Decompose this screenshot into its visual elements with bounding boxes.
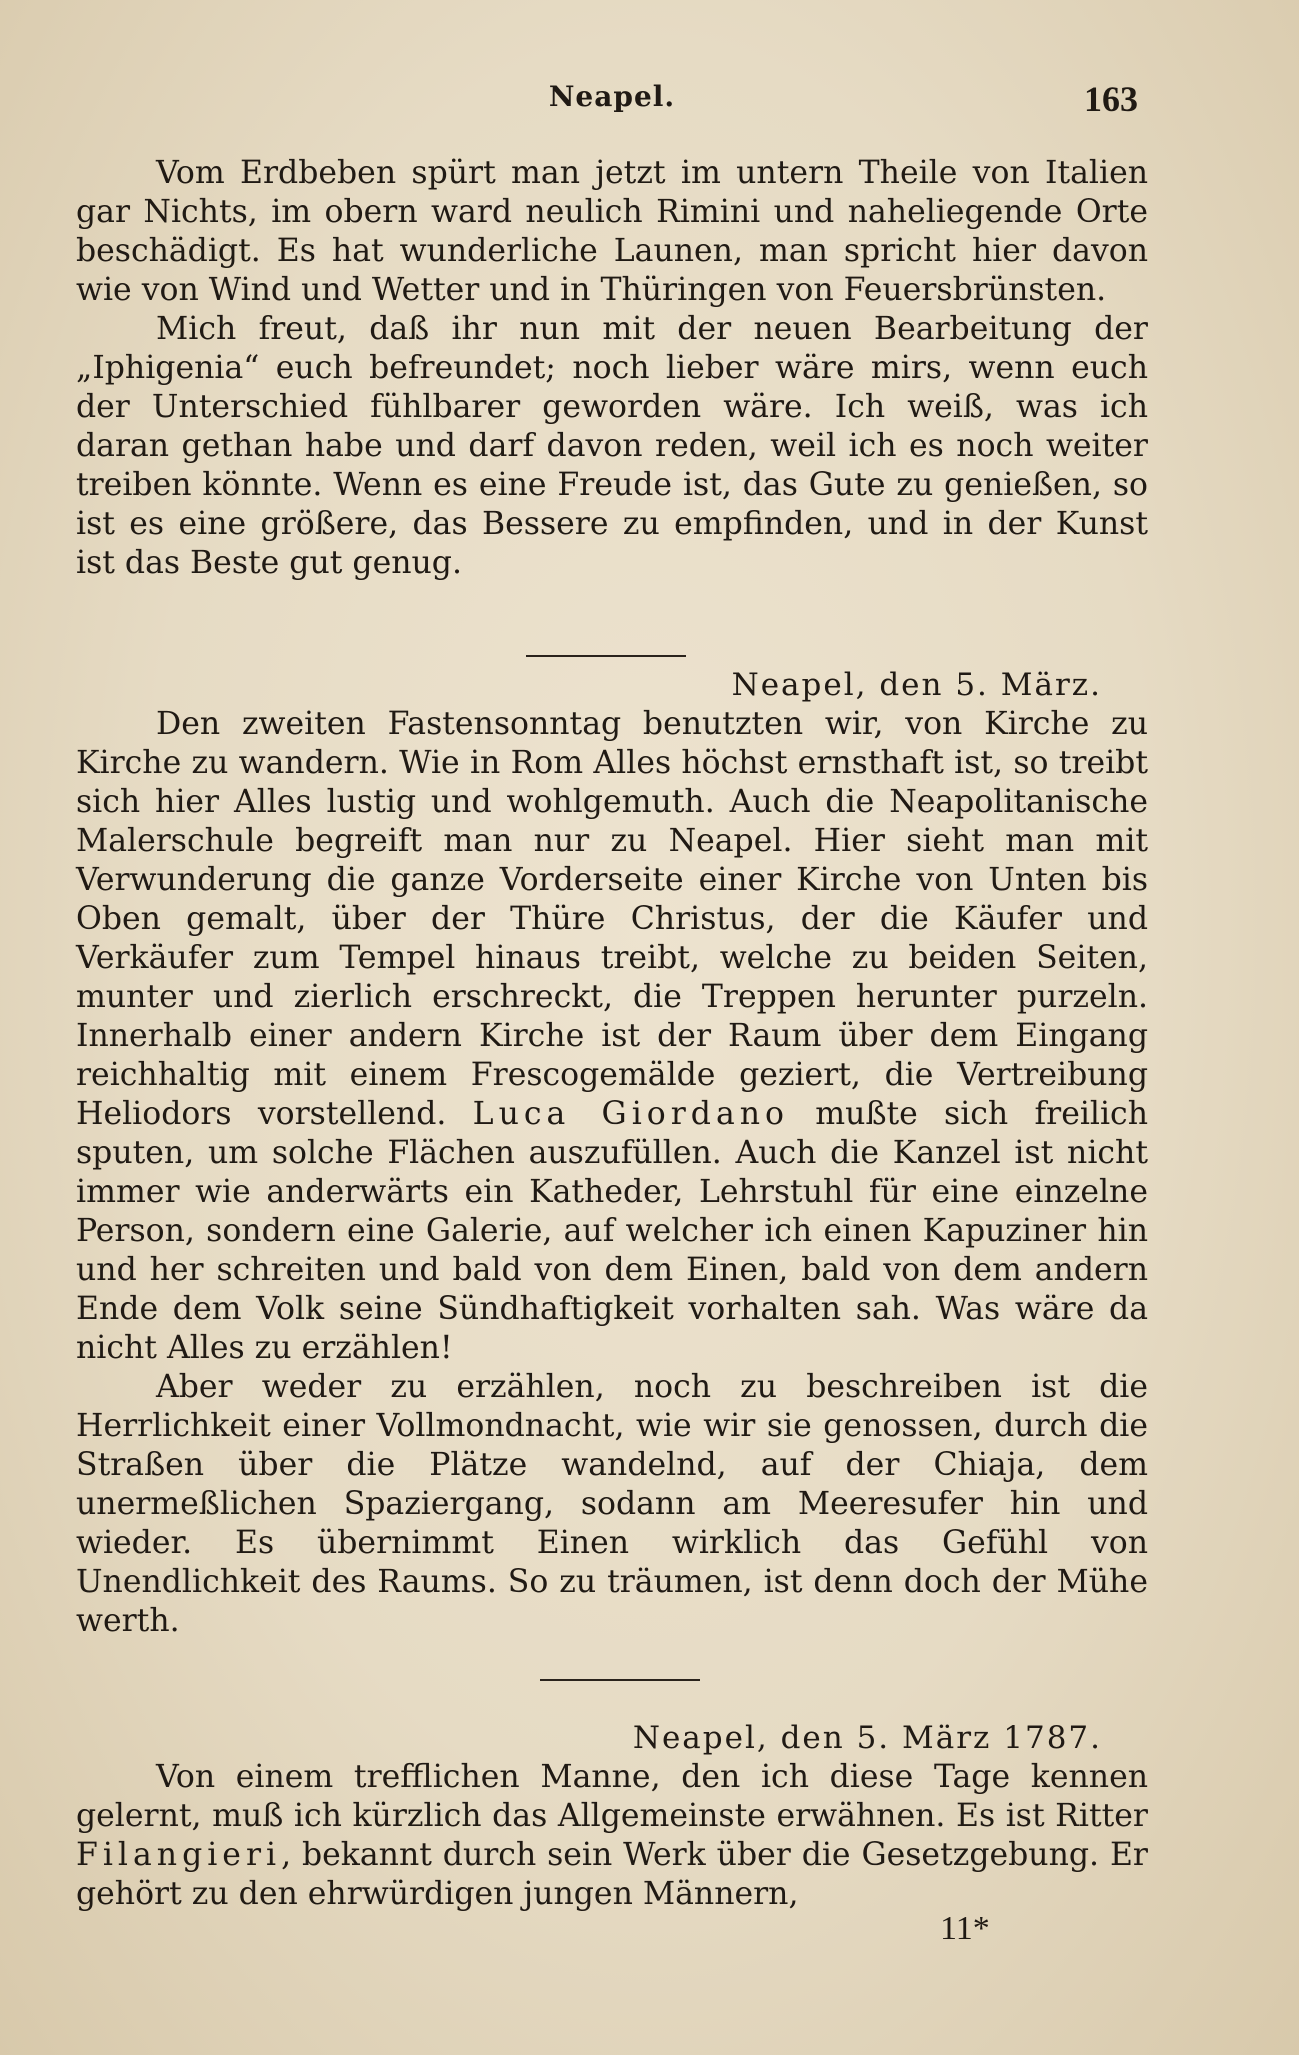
running-head <box>76 80 1148 120</box>
painter-name: Luca Giordano <box>472 1096 790 1132</box>
section-march-5-1787 <box>76 1679 1148 1914</box>
section-march-5 <box>76 655 1148 1641</box>
paragraph-filangieri <box>76 1758 1148 1914</box>
section-divider <box>526 655 686 657</box>
paragraph-churches <box>76 705 1148 1368</box>
paragraph-filangieri-text-b: , bekannt durch sein Werk über die Gesetzgebung. Er gehört zu den ehrwürdigen jungen Männern, <box>76 1837 1148 1912</box>
paragraph-moonlight: Aber weder zu erzählen, noch zu beschreiben ist die Herrlichkeit einer Vollmondnacht, wie wir sie genossen, durch die Straßen über die Plätze wandelnd, auf der Chiaja, dem unermeßlichen Spaziergang, sodann am Meeresufer hin und wieder. Es übernimmt Einen wirklich das Gefühl von Unendlichkeit des Raums. So zu träumen, ist denn doch der Mühe werth. <box>76 1369 1148 1639</box>
paragraph-iphigenia: Mich freut, daß ihr nun mit der neuen Bearbeitung der „Iphigenia“ euch befreundet; noch lieber wäre mirs, wenn euch der Unterschied fühlbarer geworden wäre. Ich weiß, was ich daran gethan habe und darf davon reden, weil ich es noch weiter treiben könnte. Wenn es eine Freude ist, das Gute zu genießen, so ist es eine größere, das Bessere zu empfinden, und in der Kunst ist das Beste gut genug. <box>76 311 1148 581</box>
signature-mark: 11* <box>940 1910 990 1947</box>
dateline: Neapel, den 5. März. <box>731 667 1102 703</box>
running-head-title: Neapel. <box>548 80 676 113</box>
section-divider <box>540 1679 700 1681</box>
page-number: 163 <box>1084 79 1138 119</box>
paragraph-earthquake: Vom Erdbeben spürt man jetzt im untern Theile von Italien gar Nichts, im obern ward neulich Rimini und naheliegende Orte beschädigt. Es hat wunderliche Launen, man spricht hier davon wie von Wind und Wetter und in Thüringen von Feuersbrünsten. <box>76 155 1148 308</box>
paragraph-filangieri-text-a: Von einem trefflichen Manne, den ich diese Tage kennen gelernt, muß ich kürzlich das Allgemeinste erwähnen. Es ist Ritter <box>76 1759 1148 1834</box>
paragraph-churches-text-b: mußte sich freilich sputen, um solche Flächen auszufüllen. Auch die Kanzel ist nicht immer wie anderwärts ein Katheder, Lehrstuhl für eine einzelne Person, sondern eine Galerie, auf welcher ich einen Kapuziner hin und her schreiten und bald von dem Einen, bald von dem andern Ende dem Volk seine Sündhaftigkeit vorhalten sah. Was wäre da nicht Alles zu erzählen! <box>76 1096 1148 1366</box>
person-name: Filangieri <box>76 1837 282 1873</box>
paragraph-churches-text-a: Den zweiten Fastensonntag benutzten wir, von Kirche zu Kirche zu wandern. Wie in Rom Alles höchst ernsthaft ist, so treibt sich hier Alles lustig und wohlgemuth. Auch die Neapolitanische Malerschule begreift man nur zu Neapel. Hier sieht man mit Verwunderung die ganze Vorderseite einer Kirche von Unten bis Oben gemalt, über der Thüre Christus, der die Käufer und Verkäufer zum Tempel hinaus treibt, welche zu beiden Seiten, munter und zierlich erschreckt, die Treppen herunter purzeln. Innerhalb einer andern Kirche ist der Raum über dem Eingang reichhaltig mit einem Frescogemälde geziert, die Vertreibung Heliodors vorstellend. <box>76 706 1148 1132</box>
dateline: Neapel, den 5. März 1787. <box>632 1720 1102 1756</box>
text-block-top <box>76 154 1148 583</box>
